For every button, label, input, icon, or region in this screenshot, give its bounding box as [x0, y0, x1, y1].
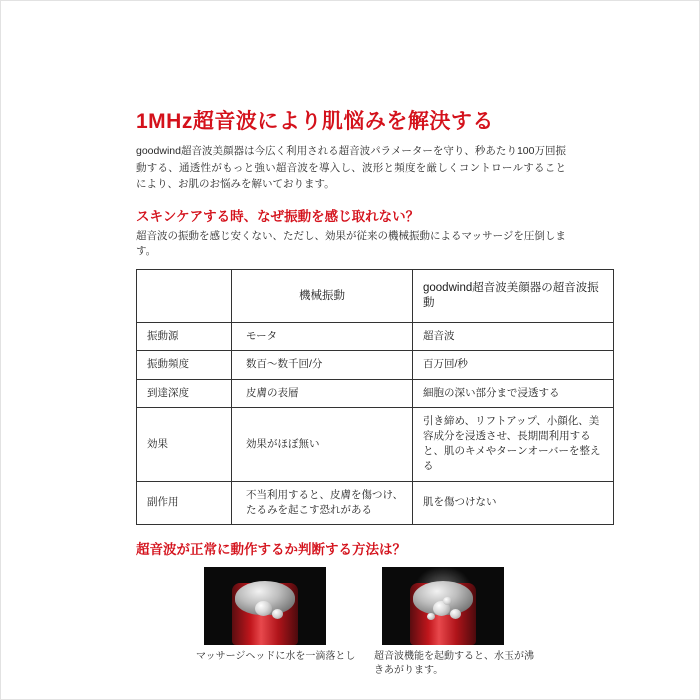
row-ultrasonic-value: 引き締め、リフトアップ、小顔化、美容成分を浸透させ、長期間利用すると、肌のキメやターンオーバーを整える [413, 407, 614, 481]
row-label: 到達深度 [137, 379, 232, 407]
page-title: 1MHz超音波により肌悩みを解決する [136, 110, 494, 133]
table-row [137, 407, 614, 481]
table-header-ultrasonic: goodwind超音波美顔器の超音波振動 [413, 270, 614, 323]
row-mechanical-value: 皮膚の表層 [232, 379, 413, 407]
section-three-heading: 超音波が正常に動作するか判断する方法は？ [136, 542, 406, 558]
section-two-paragraph: 超音波の振動を感じ安くない、ただし、効果が従来の機械振動によるマッサージを圧倒します。 [136, 229, 566, 258]
row-mechanical-value: 不当利用すると、皮膚を傷つけ、たるみを起こす恐れがある [232, 481, 413, 524]
row-label: 振動頻度 [137, 351, 232, 379]
row-ultrasonic-value: 細胞の深い部分まで浸透する [413, 379, 614, 407]
intro-paragraph: goodwind超音波美顔器は今広く利用される超音波パラメーターを守り、秒あたり100万回振動する、通透性がもっと強い超音波を導入し、波形と頻度を厳しくコントロールすることにより、お肌のお悩みを解いております。 [136, 145, 566, 190]
row-ultrasonic-value: 肌を傷つけない [413, 481, 614, 524]
row-label: 振動源 [137, 323, 232, 351]
photo-block-water-drop [196, 567, 356, 679]
massage-head [413, 581, 473, 615]
water-droplet [427, 613, 435, 620]
massage-head [235, 581, 295, 615]
photo-caption: マッサージヘッドに水を一滴落とし [196, 650, 356, 662]
row-ultrasonic-value: 百万回/秒 [413, 351, 614, 379]
document-content [136, 109, 601, 679]
comparison-table [136, 269, 614, 525]
row-mechanical-value: モータ [232, 323, 413, 351]
table-header-mechanical: 機械振動 [232, 270, 413, 323]
row-mechanical-value: 数百～数千回/分 [232, 351, 413, 379]
device-photo-mist [382, 567, 504, 645]
table-row [137, 323, 614, 351]
photo-caption: 超音波機能を起動すると、水玉が沸きあがります。 [374, 650, 534, 677]
row-label: 副作用 [137, 481, 232, 524]
row-mechanical-value: 効果がほぼ無い [232, 407, 413, 481]
photo-row [196, 567, 566, 679]
device-photo-water-drop [204, 567, 326, 645]
row-ultrasonic-value: 超音波 [413, 323, 614, 351]
photo-block-mist [374, 567, 534, 679]
section-two-heading: スキンケアする時、なぜ振動を感じ取れない？ [136, 209, 420, 225]
water-droplet [255, 601, 272, 616]
water-droplet [450, 609, 461, 619]
water-droplet [443, 597, 452, 605]
water-droplet [272, 609, 283, 619]
row-label: 効果 [137, 407, 232, 481]
table-header-blank [137, 270, 232, 323]
table-row [137, 351, 614, 379]
table-row [137, 481, 614, 524]
table-row [137, 379, 614, 407]
table-header-row [137, 270, 614, 323]
